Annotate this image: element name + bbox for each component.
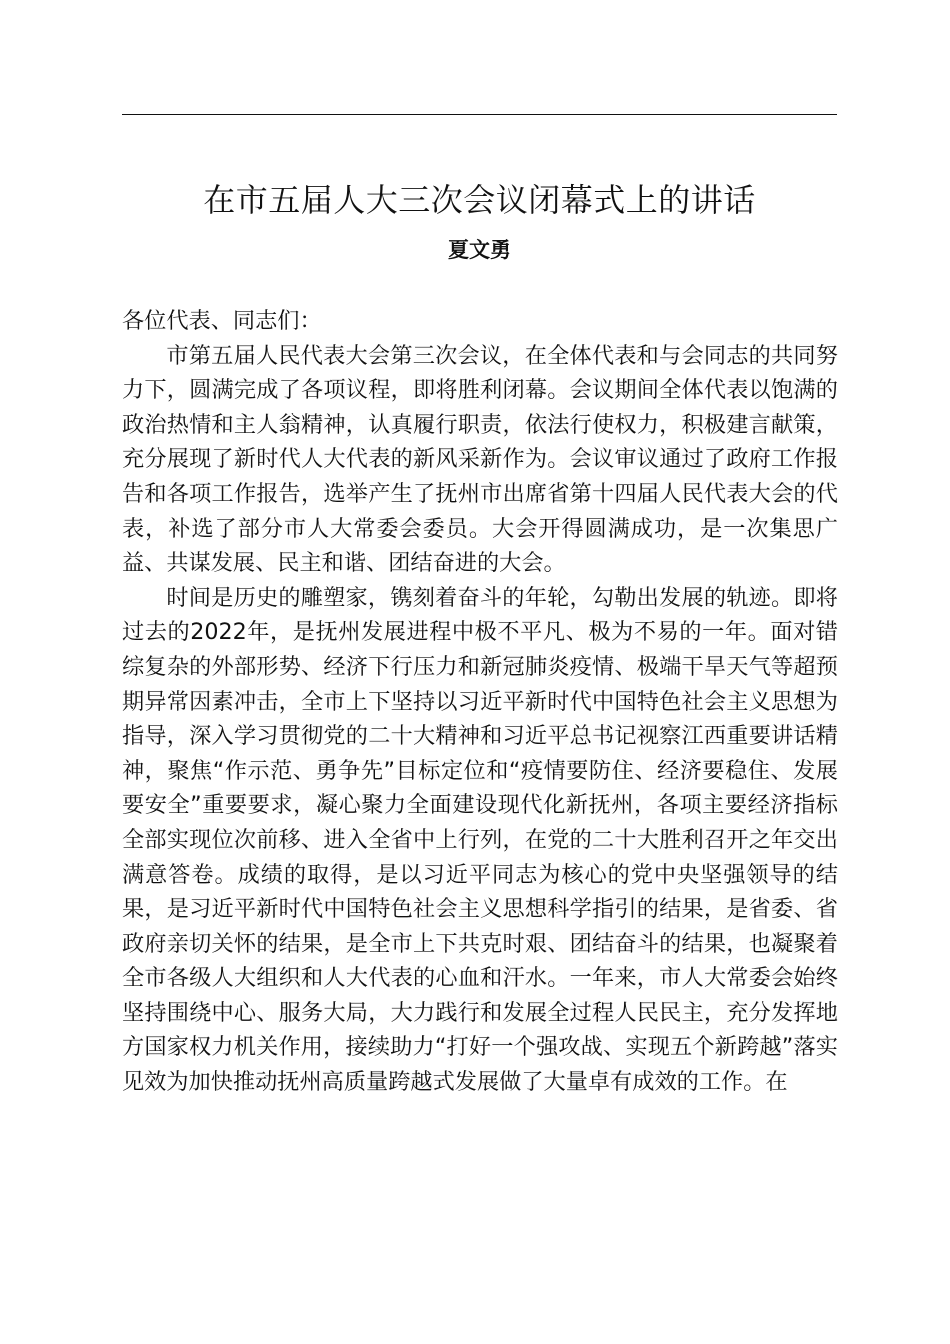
- salutation: 各位代表、同志们：: [122, 308, 322, 334]
- paragraph: 时间是历史的雕塑家，镌刻着奋斗的年轮，勾勒出发展的轨迹。即将过去的2022年，是抚州发展进程中极不平凡、极为不易的一年。面对错综复杂的外部形势、经济下行压力和新冠肺炎疫情、极端干旱天气等超预期异常因素冲击，全市上下坚持以习近平新时代中国特色社会主义思想为指导，深入学习贯彻党的二十大精神和习近平总书记视察江西重要讲话精神，聚焦“作示范、勇争先”目标定位和“疫情要防住、经济要稳住、发展要安全”重要要求，凝心聚力全面建设现代化新抚州，各项主要经济指标全部实现位次前移、进入全省中上行列，在党的二十大胜利召开之年交出满意答卷。成绩的取得，是以习近平同志为核心的党中央坚强领导的结果，是习近平新时代中国特色社会主义思想科学指引的结果，是省委、省政府亲切关怀的结果，是全市上下共克时艰、团结奋斗的结果，也凝聚着全市各级人大组织和人大代表的心血和汗水。一年来，市人大常委会始终坚持围绕中心、服务大局，大力践行和发展全过程人民民主，充分发挥地方国家权力机关作用，接续助力“打好一个强攻战、实现五个新跨越”落实见效为加快推动抚州高质量跨越式发展做了大量卓有成效的工作。在: [122, 584, 838, 1096]
- document-title: 在市五届人大三次会议闭幕式上的讲话: [203, 181, 756, 219]
- paragraph: 市第五届人民代表大会第三次会议，在全体代表和与会同志的共同努力下，圆满完成了各项议程，即将胜利闭幕。会议期间全体代表以饱满的政治热情和主人翁精神，认真履行职责，依法行使权力，积极建言献策，充分展现了新时代人大代表的新风采新作为。会议审议通过了政府工作报告和各项工作报告，选举产生了抚州市出席省第十四届人民代表大会的代表，补选了部分市人大常委会委员。大会开得圆满成功，是一次集思广益、共谋发展、民主和谐、团结奋进的大会。: [122, 342, 838, 577]
- author-name: 夏文勇: [448, 238, 511, 262]
- header-rule: [122, 114, 837, 115]
- document-body: [122, 304, 838, 1100]
